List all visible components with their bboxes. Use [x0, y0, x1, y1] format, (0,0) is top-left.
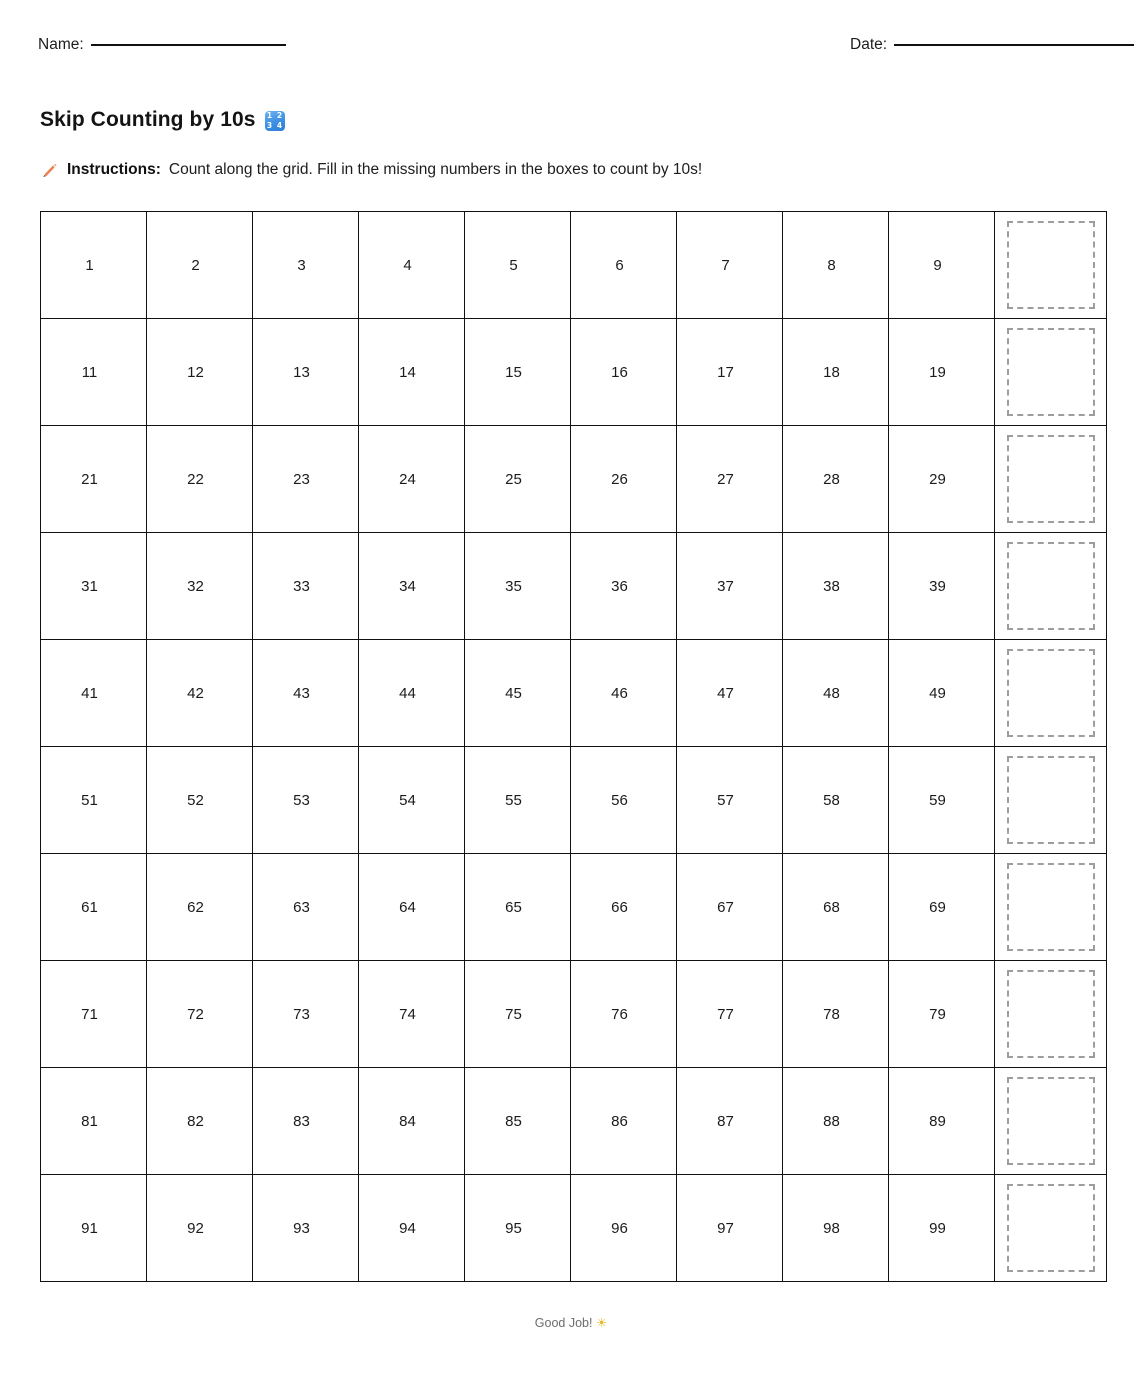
grid-number-cell [889, 319, 995, 426]
grid-number-cell [889, 854, 995, 961]
grid-number: 48 [823, 684, 840, 702]
grid-number: 45 [505, 684, 522, 702]
grid-number-cell [465, 426, 571, 533]
footer [0, 1315, 1142, 1330]
grid-row [41, 640, 1107, 747]
grid-number-cell [41, 319, 147, 426]
grid-number: 87 [717, 1112, 734, 1130]
grid-number: 38 [823, 577, 840, 595]
grid-number-cell [359, 961, 465, 1068]
grid-number: 9 [933, 256, 942, 274]
grid-number-cell [41, 1068, 147, 1175]
grid-number: 5 [509, 256, 518, 274]
grid-number: 16 [611, 363, 628, 381]
grid-number-cell [147, 747, 253, 854]
grid-number-cell [41, 533, 147, 640]
grid-number: 33 [293, 577, 310, 595]
grid-number: 62 [187, 898, 204, 916]
grid-answer-cell[interactable] [995, 961, 1107, 1068]
grid-number-cell [41, 1175, 147, 1282]
grid-number: 73 [293, 1005, 310, 1023]
grid-number-cell [889, 212, 995, 319]
name-label: Name: [38, 36, 84, 53]
grid-number: 41 [81, 684, 98, 702]
grid-number: 47 [717, 684, 734, 702]
grid-number: 75 [505, 1005, 522, 1023]
grid-row [41, 961, 1107, 1068]
grid-number-cell [677, 533, 783, 640]
grid-number-cell [41, 212, 147, 319]
grid-number-cell [359, 319, 465, 426]
grid-number: 55 [505, 791, 522, 809]
answer-box[interactable] [1007, 1077, 1095, 1165]
grid-number-cell [783, 533, 889, 640]
grid-number-cell [465, 854, 571, 961]
grid-number: 96 [611, 1219, 628, 1237]
grid-number-cell [783, 640, 889, 747]
grid-number: 52 [187, 791, 204, 809]
grid-number-cell [147, 1175, 253, 1282]
grid-number: 54 [399, 791, 416, 809]
grid-number: 57 [717, 791, 734, 809]
grid-number: 34 [399, 577, 416, 595]
grid-number: 35 [505, 577, 522, 595]
name-write-line[interactable] [91, 44, 286, 46]
grid-number-cell [253, 533, 359, 640]
grid-number: 88 [823, 1112, 840, 1130]
grid-number-cell [889, 961, 995, 1068]
grid-number-cell [147, 1068, 253, 1175]
grid-answer-cell[interactable] [995, 319, 1107, 426]
grid-number: 25 [505, 470, 522, 488]
grid-number-cell [359, 1068, 465, 1175]
grid-number-cell [41, 426, 147, 533]
grid-number-cell [465, 212, 571, 319]
input-numbers-digit-3: 3 [266, 121, 273, 131]
grid-number: 74 [399, 1005, 416, 1023]
instructions-text: Count along the grid. Fill in the missing numbers in the boxes to count by 10s! [168, 160, 703, 178]
grid-number: 72 [187, 1005, 204, 1023]
grid-number: 18 [823, 363, 840, 381]
grid-number-cell [359, 426, 465, 533]
grid-number-cell [571, 640, 677, 747]
grid-number-cell [571, 854, 677, 961]
grid-row [41, 854, 1107, 961]
grid-number: 86 [611, 1112, 628, 1130]
grid-number-cell [677, 854, 783, 961]
grid-number-cell [253, 747, 359, 854]
grid-number: 69 [929, 898, 946, 916]
number-grid-table [40, 211, 1107, 1282]
grid-number: 23 [293, 470, 310, 488]
grid-number-cell [571, 212, 677, 319]
grid-number: 93 [293, 1219, 310, 1237]
name-field [38, 36, 286, 54]
grid-number: 21 [81, 470, 98, 488]
grid-number-cell [783, 1068, 889, 1175]
grid-number-cell [571, 426, 677, 533]
page-title-text: Skip Counting by 10s [40, 108, 256, 131]
grid-number: 94 [399, 1219, 416, 1237]
grid-number: 1 [85, 256, 94, 274]
grid-number-cell [359, 854, 465, 961]
grid-number-cell [359, 212, 465, 319]
grid-number-cell [677, 961, 783, 1068]
grid-number: 65 [505, 898, 522, 916]
grid-number-cell [783, 961, 889, 1068]
grid-number-cell [359, 533, 465, 640]
grid-number: 98 [823, 1219, 840, 1237]
grid-row [41, 747, 1107, 854]
grid-number: 7 [721, 256, 730, 274]
input-numbers-digit-2: 2 [276, 111, 283, 121]
grid-number: 17 [717, 363, 734, 381]
grid-number: 77 [717, 1005, 734, 1023]
grid-number: 95 [505, 1219, 522, 1237]
grid-number: 67 [717, 898, 734, 916]
answer-box[interactable] [1007, 756, 1095, 844]
grid-number: 22 [187, 470, 204, 488]
grid-number: 85 [505, 1112, 522, 1130]
grid-number: 49 [929, 684, 946, 702]
grid-number-cell [783, 426, 889, 533]
grid-number-cell [465, 747, 571, 854]
grid-number: 31 [81, 577, 98, 595]
grid-number-cell [783, 1175, 889, 1282]
grid-number: 78 [823, 1005, 840, 1023]
instructions-row [40, 160, 702, 179]
grid-number: 6 [615, 256, 624, 274]
grid-number: 68 [823, 898, 840, 916]
grid-number-cell [359, 1175, 465, 1282]
grid-number: 64 [399, 898, 416, 916]
grid-number: 58 [823, 791, 840, 809]
grid-number-cell [41, 961, 147, 1068]
grid-number-cell [359, 747, 465, 854]
grid-number-cell [783, 747, 889, 854]
grid-number-cell [465, 961, 571, 1068]
grid-number: 43 [293, 684, 310, 702]
grid-number-cell [783, 854, 889, 961]
grid-number-cell [253, 319, 359, 426]
grid-number-cell [147, 640, 253, 747]
grid-number: 82 [187, 1112, 204, 1130]
grid-number: 29 [929, 470, 946, 488]
grid-number: 76 [611, 1005, 628, 1023]
grid-number: 3 [297, 256, 306, 274]
grid-number-cell [253, 961, 359, 1068]
grid-number-cell [147, 533, 253, 640]
grid-number-cell [677, 212, 783, 319]
grid-number: 15 [505, 363, 522, 381]
answer-box[interactable] [1007, 435, 1095, 523]
grid-row [41, 212, 1107, 319]
grid-number: 97 [717, 1219, 734, 1237]
grid-number-cell [571, 1068, 677, 1175]
grid-number-cell [41, 640, 147, 747]
grid-number: 61 [81, 898, 98, 916]
grid-number-cell [889, 426, 995, 533]
grid-number: 32 [187, 577, 204, 595]
grid-number: 26 [611, 470, 628, 488]
grid-number-cell [783, 319, 889, 426]
grid-number-cell [571, 747, 677, 854]
instructions-label: Instructions: [67, 160, 161, 178]
grid-number: 79 [929, 1005, 946, 1023]
grid-number-cell [783, 212, 889, 319]
grid-number: 39 [929, 577, 946, 595]
grid-number: 14 [399, 363, 416, 381]
grid-number-cell [677, 319, 783, 426]
number-grid [40, 211, 1101, 1282]
grid-number-cell [147, 426, 253, 533]
grid-number: 59 [929, 791, 946, 809]
answer-box[interactable] [1007, 328, 1095, 416]
grid-number-cell [253, 640, 359, 747]
grid-answer-cell[interactable] [995, 533, 1107, 640]
grid-row [41, 533, 1107, 640]
grid-number: 84 [399, 1112, 416, 1130]
grid-answer-cell[interactable] [995, 747, 1107, 854]
date-field [850, 36, 1134, 54]
grid-number-cell [147, 212, 253, 319]
grid-number: 71 [81, 1005, 98, 1023]
answer-box[interactable] [1007, 1184, 1095, 1272]
grid-number-cell [889, 747, 995, 854]
grid-number: 11 [81, 363, 98, 381]
grid-number-cell [253, 1175, 359, 1282]
grid-row [41, 1068, 1107, 1175]
grid-number: 99 [929, 1219, 946, 1237]
grid-number: 12 [187, 363, 204, 381]
grid-number-cell [571, 533, 677, 640]
grid-number-cell [571, 961, 677, 1068]
answer-box[interactable] [1007, 542, 1095, 630]
grid-number: 92 [187, 1219, 204, 1237]
grid-number: 19 [929, 363, 946, 381]
grid-number-cell [889, 533, 995, 640]
grid-row [41, 426, 1107, 533]
grid-number-cell [677, 640, 783, 747]
grid-number: 83 [293, 1112, 310, 1130]
grid-number: 63 [293, 898, 310, 916]
grid-number-cell [253, 426, 359, 533]
grid-number-cell [147, 961, 253, 1068]
grid-number: 13 [293, 363, 310, 381]
grid-number-cell [465, 1175, 571, 1282]
grid-answer-cell[interactable] [995, 854, 1107, 961]
grid-number-cell [465, 533, 571, 640]
glowing-star-icon: ☀ [595, 1315, 608, 1330]
grid-number-cell [677, 747, 783, 854]
grid-answer-cell[interactable] [995, 1175, 1107, 1282]
grid-row [41, 1175, 1107, 1282]
grid-number: 51 [81, 791, 98, 809]
grid-number-cell [359, 640, 465, 747]
answer-box[interactable] [1007, 863, 1095, 951]
grid-number: 56 [611, 791, 628, 809]
answer-box[interactable] [1007, 221, 1095, 309]
grid-number: 28 [823, 470, 840, 488]
pencil-icon [40, 161, 59, 180]
grid-number: 91 [81, 1219, 98, 1237]
grid-number: 42 [187, 684, 204, 702]
input-numbers-digit-1: 1 [266, 111, 273, 121]
grid-number: 46 [611, 684, 628, 702]
number-grid-body [41, 212, 1107, 1282]
grid-number-cell [889, 640, 995, 747]
grid-number-cell [253, 854, 359, 961]
grid-number-cell [571, 1175, 677, 1282]
grid-number: 66 [611, 898, 628, 916]
answer-box[interactable] [1007, 970, 1095, 1058]
grid-answer-cell[interactable] [995, 426, 1107, 533]
grid-number: 2 [191, 256, 200, 274]
grid-number: 27 [717, 470, 734, 488]
footer-text: Good Job! [534, 1316, 593, 1330]
grid-number-cell [465, 640, 571, 747]
grid-number: 4 [403, 256, 412, 274]
grid-number: 37 [717, 577, 734, 595]
grid-answer-cell[interactable] [995, 640, 1107, 747]
grid-number-cell [889, 1175, 995, 1282]
grid-number-cell [465, 1068, 571, 1175]
grid-number-cell [147, 319, 253, 426]
input-numbers-icon [265, 111, 285, 131]
grid-answer-cell[interactable] [995, 212, 1107, 319]
grid-number-cell [253, 1068, 359, 1175]
page-title [40, 108, 285, 132]
grid-number-cell [889, 1068, 995, 1175]
grid-number: 24 [399, 470, 416, 488]
grid-number-cell [147, 854, 253, 961]
grid-row [41, 319, 1107, 426]
grid-answer-cell[interactable] [995, 1068, 1107, 1175]
grid-number-cell [41, 747, 147, 854]
grid-number: 36 [611, 577, 628, 595]
grid-number-cell [571, 319, 677, 426]
input-numbers-digit-4: 4 [276, 121, 283, 131]
date-label: Date: [850, 36, 888, 53]
grid-number: 8 [827, 256, 836, 274]
grid-number: 89 [929, 1112, 946, 1130]
answer-box[interactable] [1007, 649, 1095, 737]
grid-number-cell [677, 1068, 783, 1175]
grid-number-cell [465, 319, 571, 426]
grid-number: 81 [81, 1112, 98, 1130]
date-write-line[interactable] [894, 44, 1134, 46]
grid-number: 53 [293, 791, 310, 809]
grid-number-cell [677, 1175, 783, 1282]
grid-number-cell [253, 212, 359, 319]
grid-number-cell [677, 426, 783, 533]
student-info-row [0, 36, 1142, 70]
grid-number-cell [41, 854, 147, 961]
grid-number: 44 [399, 684, 416, 702]
